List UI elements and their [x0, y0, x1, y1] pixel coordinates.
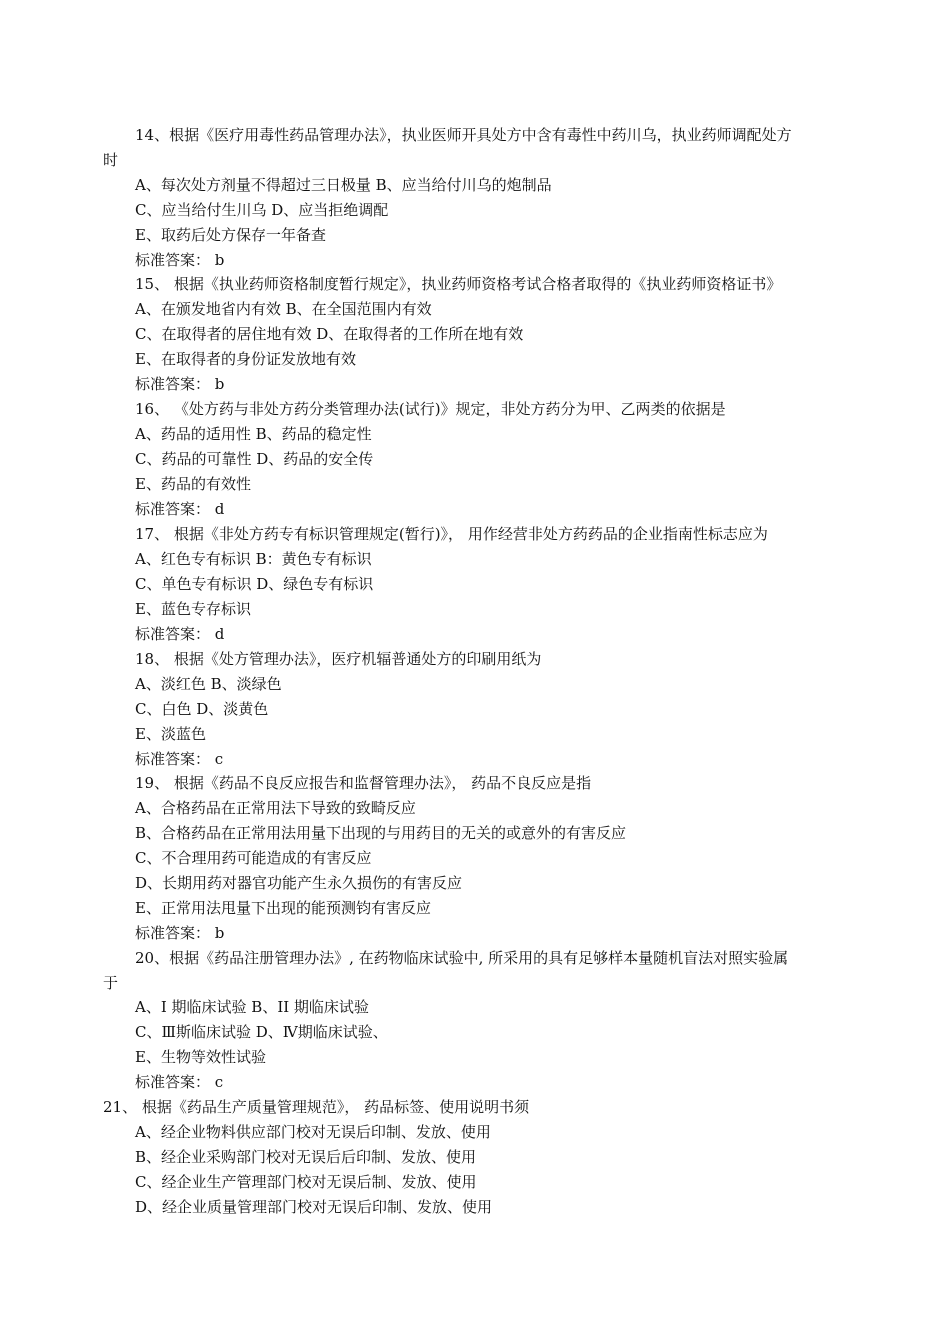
question-17-stem: 17、 根据《非处方药专有标识管理规定(暂行)》， 用作经营非处方药药品的企业指南性标志应为 [135, 525, 768, 543]
question-18-option-ab: A、淡红色 B、淡绿色 [135, 675, 282, 693]
question-19-answer: 标准答案： b [135, 924, 225, 942]
question-18-option-cd: C、白色 D、淡黄色 [135, 700, 269, 718]
question-19-option-d: D、长期用药对器官功能产生永久损伤的有害反应 [135, 874, 463, 892]
question-16-stem: 16、 《处方药与非处方药分类管理办法(试行)》规定，非处方药分为甲、乙两类的依据是 [135, 400, 726, 418]
question-17-option-e: E、蓝色专存标识 [135, 600, 251, 618]
question-20-option-cd: C、Ⅲ斯临床试验 D、Ⅳ期临床试验、 [135, 1023, 388, 1041]
question-20-option-ab: A、I 期临床试验 B、II 期临床试验 [135, 998, 369, 1016]
question-20-option-e: E、生物等效性试验 [135, 1048, 266, 1066]
question-15-option-cd: C、在取得者的居住地有效 D、在取得者的工作所在地有效 [135, 325, 524, 343]
question-14-answer: 标准答案： b [135, 251, 225, 269]
question-20-stem-cont: 于 [103, 974, 119, 992]
question-15-answer: 标准答案： b [135, 375, 225, 393]
question-17-option-ab: A、红色专有标识 B：黄色专有标识 [135, 550, 372, 568]
question-19-option-a: A、合格药品在正常用法下导致的致畸反应 [135, 799, 416, 817]
question-15-option-e: E、在取得者的身份证发放地有效 [135, 350, 356, 368]
question-18-stem: 18、 根据《处方管理办法》，医疗机辐普通处方的印刷用纸为 [135, 650, 542, 668]
question-16-option-cd: C、药品的可靠性 D、药品的安全传 [135, 450, 374, 468]
question-17-option-cd: C、单色专有标识 D、绿色专有标识 [135, 575, 374, 593]
question-21-option-d: D、经企业质量管理部门校对无误后印制、发放、使用 [135, 1198, 493, 1216]
question-17-answer: 标准答案： d [135, 625, 225, 643]
question-19-option-c: C、不合理用药可能造成的有害反应 [135, 849, 372, 867]
question-20-answer: 标准答案： c [135, 1073, 224, 1091]
question-14-option-cd: C、应当给付生川乌 D、应当拒绝调配 [135, 201, 389, 219]
question-14-stem: 14、根据《医疗用毒性药品管理办法》，执业医师开具处方中含有毒性中药川乌，执业药师调配处方 [135, 126, 792, 144]
question-21-option-a: A、经企业物料供应部门校对无误后印制、发放、使用 [135, 1123, 491, 1141]
question-19-option-b: B、合格药品在正常用法用量下出现的与用药目的无关的或意外的有害反应 [135, 824, 627, 842]
question-20-stem: 20、根据《药品注册管理办法》, 在药物临床试验中, 所采用的具有足够样本量随机盲法对照实验属 [135, 949, 789, 967]
question-14-option-e: E、取药后处方保存一年备查 [135, 226, 326, 244]
question-15-stem: 15、 根据《执业药师资格制度暂行规定》，执业药师资格考试合格者取得的《执业药师资格证书》 [135, 275, 782, 293]
question-16-option-e: E、药品的有效性 [135, 475, 251, 493]
question-19-option-e: E、正常用法甩量下出现的能预测钧有害反应 [135, 899, 431, 917]
question-15-option-ab: A、在颁发地省内有效 B、在全国范围内有效 [135, 300, 432, 318]
question-14-stem-cont: 时 [103, 151, 119, 169]
question-18-option-e: E、淡蓝色 [135, 725, 206, 743]
question-16-answer: 标准答案： d [135, 500, 225, 518]
question-21-stem: 21、 根据《药品生产质量管理规范》， 药品标签、使用说明书须 [103, 1098, 530, 1116]
question-21-option-b: B、经企业采购部门校对无误后后印制、发放、使用 [135, 1148, 477, 1166]
question-21-option-c: C、经企业生产管理部门校对无误后制、发放、使用 [135, 1173, 477, 1191]
question-18-answer: 标准答案： c [135, 750, 224, 768]
question-16-option-ab: A、药品的适用性 B、药品的稳定性 [135, 425, 372, 443]
question-14-option-ab: A、每次处方剂量不得超过三日极量 B、应当给付川乌的炮制品 [135, 176, 552, 194]
question-19-stem: 19、 根据《药品不良反应报告和监督管理办法》， 药品不良反应是指 [135, 774, 592, 792]
